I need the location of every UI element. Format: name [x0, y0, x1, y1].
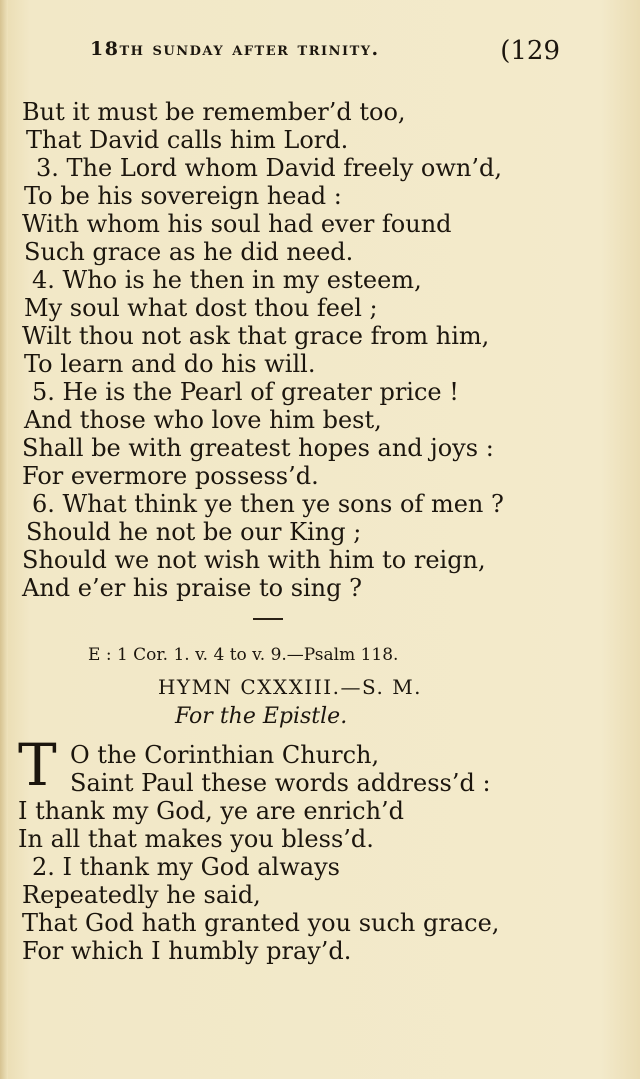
hymn-subtitle: For the Epistle. — [175, 704, 348, 729]
reading-note: E : 1 Cor. 1. v. 4 to v. 9.—Psalm 118. — [88, 645, 399, 665]
verse-line: Such grace as he did need. — [24, 238, 354, 266]
page-gutter — [0, 0, 8, 1079]
verse-line: 2. I thank my God always — [32, 853, 340, 881]
verse-line: For which I humbly pray’d. — [22, 937, 352, 965]
verse-line: And e’er his praise to sing ? — [22, 574, 362, 602]
verse-line: My soul what dost thou feel ; — [24, 294, 378, 322]
verse-line: 5. He is the Pearl of greater price ! — [32, 378, 459, 406]
page-number: (129 — [500, 36, 560, 66]
verse-line: O the Corinthian Church, — [70, 741, 380, 769]
section-divider — [253, 618, 283, 620]
verse-line: But it must be remember’d too, — [22, 98, 406, 126]
verse-line: That God hath granted you such grace, — [22, 909, 500, 937]
verse-line: For evermore possess’d. — [22, 462, 319, 490]
verse-line: Should we not wish with him to reign, — [22, 546, 486, 574]
verse-line: 6. What think ye then ye sons of men ? — [32, 490, 504, 518]
verse-line: To be his sovereign head : — [24, 182, 342, 210]
verse-line: To learn and do his will. — [24, 350, 316, 378]
verse-line: I thank my God, ye are enrich’d — [18, 797, 405, 825]
verse-line: 4. Who is he then in my esteem, — [32, 266, 422, 294]
verse-line: In all that makes you bless’d. — [18, 825, 374, 853]
verse-line: Should he not be our King ; — [26, 518, 362, 546]
hymn-title: HYMN CXXXIII.—S. M. — [157, 675, 423, 699]
verse-line: Wilt thou not ask that grace from him, — [22, 322, 490, 350]
verse-line: With whom his soul had ever found — [22, 210, 452, 238]
verse-line: 3. The Lord whom David freely own’d, — [36, 154, 502, 182]
verse-line: Shall be with greatest hopes and joys : — [22, 434, 494, 462]
verse-line: That David calls him Lord. — [26, 126, 349, 154]
running-title: 18th sunday after trinity. — [90, 38, 380, 60]
verse-line: Saint Paul these words address’d : — [70, 769, 491, 797]
drop-cap: T — [18, 731, 57, 799]
verse-line: And those who love him best, — [24, 406, 382, 434]
verse-line: Repeatedly he said, — [22, 881, 261, 909]
running-header — [90, 38, 560, 78]
